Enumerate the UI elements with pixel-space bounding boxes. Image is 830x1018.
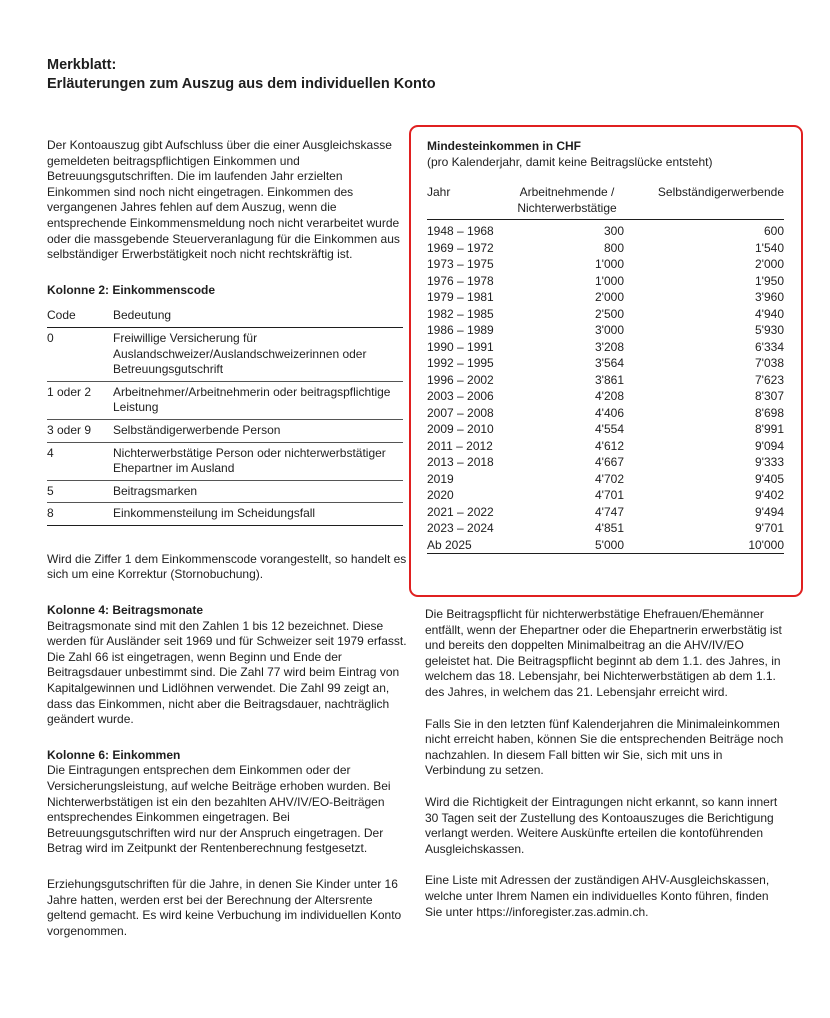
code-value: 8: [47, 503, 113, 526]
row-year: Ab 2025: [427, 537, 472, 552]
row-year: 1979 – 1981: [427, 290, 494, 304]
row-self-employed-value: 9'405: [755, 471, 784, 486]
row-employed-value: 800: [603, 240, 624, 255]
row-year: 1973 – 1975: [427, 257, 494, 271]
row-self-employed-value: 9'494: [755, 504, 784, 519]
minimum-income-row: [427, 273, 784, 290]
row-self-employed-value: 5'930: [755, 323, 784, 337]
code-meaning: Selbständigerwerbende Person: [113, 419, 403, 442]
code-meaning: Nichterwerbstätige Person oder nichterwerbstätiger Ehepartner im Ausland: [113, 442, 403, 480]
row-self-employed-value: 2'000: [755, 257, 784, 271]
row-self-employed-value: 9'333: [755, 455, 784, 469]
minimum-income-row: [427, 289, 784, 306]
row-self-employed-value: 600: [763, 224, 784, 238]
row-self-employed-value: 9'701: [755, 521, 784, 535]
row-year: 2019: [427, 471, 454, 486]
minimum-income-row: [427, 421, 784, 438]
row-employed-value: 2'000: [595, 290, 624, 304]
row-self-employed-value: 8'307: [755, 389, 784, 403]
title-line-1: Merkblatt:: [47, 57, 117, 73]
code-meaning: Beitragsmarken: [113, 480, 403, 503]
row-employed-value: 300: [603, 224, 624, 238]
minimum-income-table-body: [427, 223, 784, 554]
row-year: 2013 – 2018: [427, 455, 494, 469]
code-meaning: Einkommensteilung im Scheidungsfall: [113, 503, 403, 526]
row-employed-value: 3'208: [595, 339, 624, 354]
document-title: [47, 56, 436, 94]
code-value: 0: [47, 327, 113, 381]
row-employed-value: 4'612: [595, 438, 624, 453]
minimum-income-row: [427, 471, 784, 488]
row-employed-value: 4'747: [595, 504, 624, 519]
minimum-income-row: [427, 405, 784, 422]
right-paragraph-4: Eine Liste mit Adressen der zuständigen AHV-Ausgleichskassen, welche unter Ihrem Namen ein individuelles Konto führen, finden Sie unter https://inforegister.zas.admin.ch.: [425, 873, 770, 919]
row-self-employed-value: 6'334: [755, 339, 784, 354]
income-code-table: [47, 308, 403, 526]
row-self-employed-value: 9'402: [755, 488, 784, 502]
row-employed-value: 2'500: [595, 306, 624, 321]
code-table-header: [47, 308, 403, 327]
storno-paragraph: Wird die Ziffer 1 dem Einkommenscode vorangestellt, so handelt es sich um eine Korrektur (Stornobuchung).: [47, 551, 407, 582]
row-employed-value: 4'851: [595, 521, 624, 535]
row-year: 1969 – 1972: [427, 240, 494, 255]
year-column-header: Jahr: [427, 185, 451, 199]
code-value: 4: [47, 442, 113, 480]
right-column: [425, 607, 785, 920]
row-employed-value: 3'564: [595, 356, 624, 370]
code-value: 1 oder 2: [47, 381, 113, 419]
intro-paragraph: Der Kontoauszug gibt Aufschluss über die einer Ausgleichskasse gemeldeten beitragspflichtigen Einkommen und Betreuungsgutschriften. Die im laufenden Jahr erzielten Einkommen sind noch nicht eingetragen. Einkommen des vergangenen Jahres fehlen auf dem Auszug, wenn die entsprechende Einkommensmeldung noch nicht verarbeitet wurde oder die massgebende Steuerveranlagung für die Einkommen aus selbständiger Erwerbstätigkeit noch nicht rechtskräftig ist.: [47, 138, 400, 262]
title-line-2: Erläuterungen zum Auszug aus dem individuellen Konto: [47, 76, 436, 92]
k4-heading: Kolonne 4: Beitragsmonate: [47, 603, 204, 618]
employed-header-line-1: Arbeitnehmende /: [519, 185, 615, 199]
row-self-employed-value: 3'960: [755, 290, 784, 304]
minimum-income-row: [427, 454, 784, 471]
code-table-row: [47, 442, 403, 480]
row-employed-value: 4'702: [595, 471, 624, 486]
minimum-income-row: [427, 355, 784, 372]
row-year: 2020: [427, 488, 454, 502]
code-table-row: [47, 327, 403, 381]
row-employed-value: 4'208: [595, 389, 624, 403]
row-year: 1982 – 1985: [427, 306, 494, 321]
left-column: [47, 138, 407, 939]
code-meaning: Arbeitnehmer/Arbeitnehmerin oder beitragspflichtige Leistung: [113, 381, 403, 419]
row-employed-value: 3'861: [595, 372, 624, 387]
minimum-income-row: [427, 487, 784, 504]
row-self-employed-value: 8'698: [755, 405, 784, 420]
row-self-employed-value: 4'940: [755, 306, 784, 321]
row-self-employed-value: 7'623: [755, 372, 784, 387]
row-self-employed-value: 10'000: [748, 537, 784, 552]
row-employed-value: 4'701: [595, 488, 624, 502]
row-self-employed-value: 1'950: [755, 273, 784, 288]
minimum-income-row: [427, 537, 784, 555]
minimum-income-heading: [427, 139, 713, 170]
row-year: 1948 – 1968: [427, 224, 494, 238]
meaning-column-header: Bedeutung: [113, 308, 403, 327]
row-year: 2023 – 2024: [427, 521, 494, 535]
row-employed-value: 4'554: [595, 422, 624, 436]
code-value: 5: [47, 480, 113, 503]
code-table-row: [47, 480, 403, 503]
row-year: 1992 – 1995: [427, 356, 494, 370]
minimum-income-row: [427, 306, 784, 323]
code-value: 3 oder 9: [47, 419, 113, 442]
right-paragraph-3: Wird die Richtigkeit der Eintragungen nicht erkannt, so kann innert 30 Tagen seit der Zustellung des Kontoauszuges die Berichtigung verlangt werden. Weitere Auskünfte erteilen die kontoführenden Ausgleichskassen.: [425, 794, 778, 856]
right-paragraph-2: Falls Sie in den letzten fünf Kalenderjahren die Minimaleinkommen nicht erreicht haben, können Sie die entsprechenden Beiträge noch nachzahlen. In diesem Fall bitten wir Sie, sich mit uns in Verbindung zu setzen.: [425, 716, 784, 778]
code-table-body: [47, 327, 403, 525]
row-year: 1990 – 1991: [427, 339, 494, 354]
code-table-row: [47, 503, 403, 526]
row-self-employed-value: 8'991: [755, 422, 784, 436]
employed-column-header: [505, 185, 629, 216]
minimum-income-row: [427, 504, 784, 521]
row-employed-value: 5'000: [595, 537, 624, 552]
row-year: 1996 – 2002: [427, 372, 494, 387]
code-table-row: [47, 419, 403, 442]
minimum-income-row: [427, 240, 784, 257]
right-paragraph-1: Die Beitragspflicht für nichterwerbstätige Ehefrauen/Ehemänner entfällt, wenn der Ehepartner oder die Ehepartnerin erwerbstätig ist und bereits den doppelten Minimalbeitrag an die AHV/IV/EO geleistet hat. Die Beitragspflicht beginnt ab dem 1.1. des Jahres, in welchem das 18. Lebensjahr, bei Nichterwerbstätigen ab dem 1.1. des Jahres, in welchem das 21. Lebensjahr erreicht wird.: [425, 607, 782, 699]
row-year: 2007 – 2008: [427, 405, 494, 420]
minimum-income-row: [427, 223, 784, 240]
row-self-employed-value: 1'540: [755, 240, 784, 255]
row-self-employed-value: 7'038: [755, 356, 784, 370]
minimum-income-table-header: [427, 185, 784, 220]
minimum-income-row: [427, 372, 784, 389]
minimum-income-row: [427, 438, 784, 455]
code-column-header: Code: [47, 308, 113, 327]
row-employed-value: 4'406: [595, 405, 624, 420]
minimum-income-box: [409, 125, 803, 597]
k6-paragraph: Die Eintragungen entsprechen dem Einkommen oder der Versicherungsleistung, auf welche Beiträge erhoben wurden. Bei Nichterwerbstätigen ist ein den bezahlten AHV/IV/EO-Beiträgen entsprechendes Einkommen eingetragen. Bei Betreuungsgutschriften wird nur der Anspruch eingetragen. Der Betrag wird im Zeitpunkt der Rentenberechnung festgesetzt.: [47, 763, 391, 856]
erziehung-paragraph: Erziehungsgutschriften für die Jahre, in denen Sie Kinder unter 16 Jahre hatten, werden erst bei der Berechnung der Altersrente geltend gemacht. Es wird keine Verbuchung im individuellen Konto vorgenommen.: [47, 876, 402, 938]
minimum-income-subtitle: (pro Kalenderjahr, damit keine Beitragslücke entsteht): [427, 154, 713, 169]
employed-header-line-2: Nichterwerbstätige: [517, 200, 617, 215]
row-employed-value: 4'667: [595, 455, 624, 469]
code-table-row: [47, 381, 403, 419]
row-self-employed-value: 9'094: [755, 438, 784, 453]
minimum-income-row: [427, 520, 784, 537]
k6-heading: Kolonne 6: Einkommen: [47, 747, 181, 762]
row-year: 2003 – 2006: [427, 389, 494, 403]
row-year: 1986 – 1989: [427, 323, 494, 337]
row-year: 2021 – 2022: [427, 504, 494, 519]
k4-paragraph: Beitragsmonate sind mit den Zahlen 1 bis 12 bezeichnet. Diese werden für Ausländer seit 1969 und für Schweizer seit 1979 erfasst. Die Zahl 66 ist eingetragen, wenn Beginn und Ende der Beitragsdauer unbestimmt sind. Die Zahl 77 wird beim Eintrag von Kapitalgewinnen und Lidlöhnen verwendet. Die Zahl 99 zeigt an, dass das Einkommen, nicht aber die Beitragsdauer, nachträglich geändert wurde.: [47, 618, 407, 727]
self-employed-column-header: Selbständigerwerbende: [657, 185, 784, 199]
row-year: 2009 – 2010: [427, 422, 494, 436]
minimum-income-row: [427, 388, 784, 405]
row-year: 1976 – 1978: [427, 273, 494, 288]
k2-heading: Kolonne 2: Einkommenscode: [47, 282, 216, 297]
minimum-income-row: [427, 339, 784, 356]
row-employed-value: 1'000: [595, 273, 624, 288]
row-year: 2011 – 2012: [427, 438, 493, 453]
minimum-income-title: Mindesteinkommen in CHF: [427, 139, 582, 153]
row-employed-value: 1'000: [595, 257, 624, 271]
code-meaning: Freiwillige Versicherung für Auslandschweizer/Auslandschweizerinnen oder Betreuungsgutschrift: [113, 327, 403, 381]
minimum-income-row: [427, 256, 784, 273]
minimum-income-row: [427, 322, 784, 339]
row-employed-value: 3'000: [595, 323, 624, 337]
